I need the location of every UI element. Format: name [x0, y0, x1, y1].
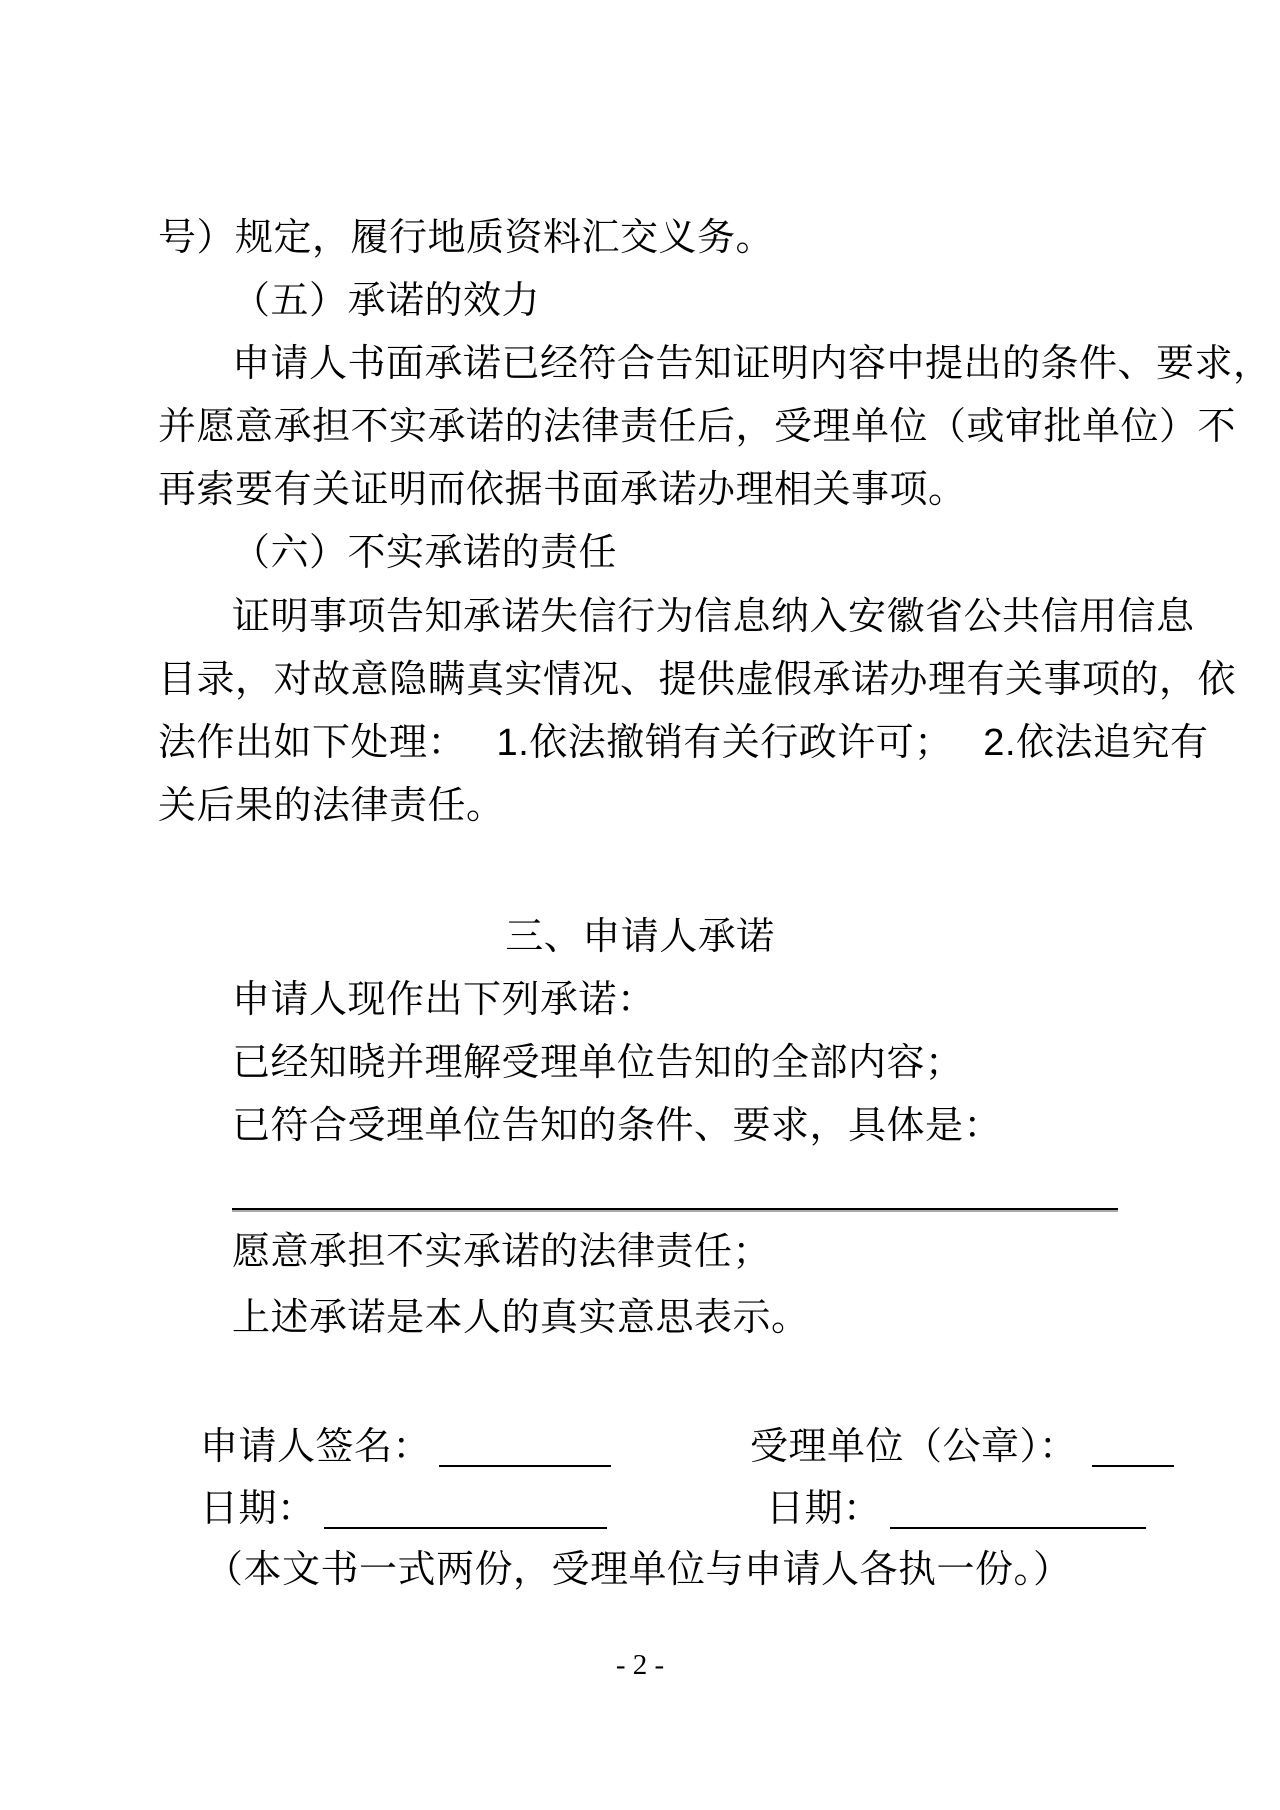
unit-date-label: 日期：: [766, 1488, 882, 1530]
body-line: 并愿意承担不实承诺的法律责任后，受理单位（或审批单位）不: [158, 406, 1237, 448]
applicant-signature-label: 申请人签名：: [200, 1426, 432, 1468]
applicant-date-label: 日期：: [200, 1488, 316, 1530]
commitment-line: 上述承诺是本人的真实意思表示。: [232, 1297, 810, 1339]
section-heading: 三、申请人承诺: [505, 916, 775, 958]
fill-in-rule: [232, 1208, 1118, 1210]
subsection-heading-5: （五）承诺的效力: [232, 280, 541, 322]
unit-date-row: [766, 1486, 1146, 1532]
applicant-date-blank: [324, 1527, 607, 1529]
unit-date-blank: [890, 1527, 1146, 1529]
unit-seal-label: 受理单位（公章）：: [750, 1426, 1078, 1468]
commitment-line: 申请人现作出下列承诺：: [232, 979, 656, 1021]
subsection-heading-6: （六）不实承诺的责任: [232, 532, 618, 574]
page-number: - 2 -: [615, 1649, 665, 1681]
body-line: 号）规定，履行地质资料汇交义务。: [158, 217, 775, 259]
copies-note: （本文书一式两份，受理单位与申请人各执一份。）: [205, 1549, 1072, 1591]
applicant-date-row: [200, 1486, 607, 1532]
body-line: 证明事项告知承诺失信行为信息纳入安徽省公共信用信息: [232, 596, 1195, 638]
applicant-signature-row: [200, 1424, 611, 1470]
body-line: 目录，对故意隐瞒真实情况、提供虚假承诺办理有关事项的，依: [158, 659, 1237, 701]
commitment-line: 已符合受理单位告知的条件、要求，具体是：: [232, 1105, 1003, 1147]
unit-seal-row: [750, 1424, 1174, 1470]
applicant-signature-blank: [439, 1465, 611, 1467]
body-line: 再索要有关证明而依据书面承诺办理相关事项。: [158, 469, 967, 511]
commitment-line: 已经知晓并理解受理单位告知的全部内容；: [232, 1042, 964, 1084]
commitment-line: 愿意承担不实承诺的法律责任；: [232, 1231, 772, 1273]
body-line: 法作出如下处理： 1.依法撤销有关行政许可； 2.依法追究有: [158, 722, 1209, 764]
body-line: 关后果的法律责任。: [158, 785, 505, 827]
body-line: 申请人书面承诺已经符合告知证明内容中提出的条件、要求，: [232, 343, 1272, 385]
unit-seal-blank: [1092, 1465, 1174, 1467]
